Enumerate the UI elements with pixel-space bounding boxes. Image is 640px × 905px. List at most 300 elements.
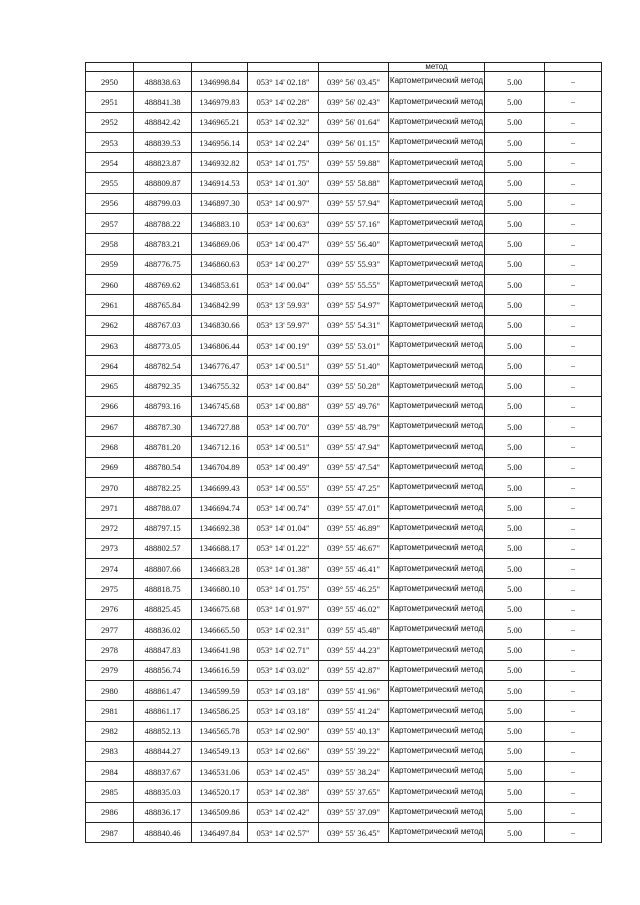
table-row <box>86 376 602 396</box>
cell-accuracy: 5.00 <box>485 356 545 376</box>
table-row <box>86 335 602 355</box>
cell-y: 1346883.10 <box>192 214 248 234</box>
coordinates-table <box>85 62 602 843</box>
cell-y: 1346755.32 <box>192 376 248 396</box>
cell-note <box>545 63 602 72</box>
cell-note: – <box>545 701 602 721</box>
cell-lat: 053° 14' 01.30" <box>248 173 319 193</box>
cell-lat: 053° 14' 00.04" <box>248 274 319 294</box>
cell-lat: 053° 14' 01.75" <box>248 579 319 599</box>
cell-y: 1346565.78 <box>192 721 248 741</box>
cell-y: 1346641.98 <box>192 640 248 660</box>
table-row <box>86 356 602 376</box>
table-row <box>86 254 602 274</box>
cell-x: 488782.25 <box>134 477 192 497</box>
cell-x: 488765.84 <box>134 295 192 315</box>
cell-note: – <box>545 721 602 741</box>
cell-note: – <box>545 782 602 802</box>
cell-lon: 039° 55' 36.45" <box>319 822 389 842</box>
cell-method: Картометрический метод <box>389 620 485 640</box>
cell-x: 488836.02 <box>134 620 192 640</box>
cell-num: 2953 <box>86 132 134 152</box>
cell-note: – <box>545 254 602 274</box>
cell-y: 1346806.44 <box>192 335 248 355</box>
cell-note: – <box>545 640 602 660</box>
cell-accuracy: 5.00 <box>485 335 545 355</box>
cell-num: 2951 <box>86 92 134 112</box>
cell-accuracy: 5.00 <box>485 153 545 173</box>
cell-accuracy: 5.00 <box>485 721 545 741</box>
cell-x: 488861.17 <box>134 701 192 721</box>
cell-x: 488842.42 <box>134 112 192 132</box>
cell-lat <box>248 63 319 72</box>
cell-num: 2973 <box>86 538 134 558</box>
cell-num: 2963 <box>86 335 134 355</box>
cell-lon: 039° 56' 01.15" <box>319 132 389 152</box>
cell-lon: 039° 55' 55.93" <box>319 254 389 274</box>
table-row <box>86 417 602 437</box>
cell-lon: 039° 55' 47.94" <box>319 437 389 457</box>
cell-y: 1346680.10 <box>192 579 248 599</box>
cell-num: 2955 <box>86 173 134 193</box>
table-row <box>86 477 602 497</box>
cell-accuracy: 5.00 <box>485 396 545 416</box>
cell-x: 488787.30 <box>134 417 192 437</box>
cell-note: – <box>545 234 602 254</box>
cell-lat: 053° 14' 01.75" <box>248 153 319 173</box>
cell-x: 488782.54 <box>134 356 192 376</box>
cell-num: 2956 <box>86 193 134 213</box>
cell-method: Картометрический метод <box>389 762 485 782</box>
cell-accuracy: 5.00 <box>485 660 545 680</box>
cell-num: 2967 <box>86 417 134 437</box>
cell-accuracy: 5.00 <box>485 457 545 477</box>
cell-method: Картометрический метод <box>389 193 485 213</box>
cell-method: Картометрический метод <box>389 802 485 822</box>
cell-accuracy: 5.00 <box>485 437 545 457</box>
cell-note: – <box>545 498 602 518</box>
cell-lat: 053° 14' 00.27" <box>248 254 319 274</box>
cell-num: 2984 <box>86 762 134 782</box>
cell-lon: 039° 55' 47.01" <box>319 498 389 518</box>
cell-y: 1346683.28 <box>192 559 248 579</box>
cell-lon: 039° 55' 38.24" <box>319 762 389 782</box>
cell-lat: 053° 14' 02.66" <box>248 741 319 761</box>
cell-lat: 053° 14' 02.38" <box>248 782 319 802</box>
cell-x: 488825.45 <box>134 599 192 619</box>
cell-lat: 053° 14' 00.97" <box>248 193 319 213</box>
table-row <box>86 315 602 335</box>
cell-num: 2965 <box>86 376 134 396</box>
table-row <box>86 72 602 92</box>
cell-method: Картометрический метод <box>389 721 485 741</box>
table-row <box>86 518 602 538</box>
cell-x: 488841.38 <box>134 92 192 112</box>
table-body <box>86 63 602 843</box>
cell-lon: 039° 55' 44.23" <box>319 640 389 660</box>
cell-method: Картометрический метод <box>389 518 485 538</box>
cell-method: Картометрический метод <box>389 822 485 842</box>
cell-y: 1346586.25 <box>192 701 248 721</box>
cell-note: – <box>545 762 602 782</box>
cell-lat: 053° 14' 00.51" <box>248 437 319 457</box>
cell-note: – <box>545 741 602 761</box>
cell-method: Картометрический метод <box>389 132 485 152</box>
table-row <box>86 782 602 802</box>
cell-note: – <box>545 112 602 132</box>
table-row <box>86 680 602 700</box>
cell-lon: 039° 55' 41.24" <box>319 701 389 721</box>
cell-accuracy: 5.00 <box>485 762 545 782</box>
cell-lon: 039° 55' 47.54" <box>319 457 389 477</box>
table-row <box>86 762 602 782</box>
cell-accuracy: 5.00 <box>485 72 545 92</box>
cell-accuracy: 5.00 <box>485 376 545 396</box>
table-row <box>86 396 602 416</box>
cell-lon: 039° 55' 51.40" <box>319 356 389 376</box>
cell-lat: 053° 13' 59.97" <box>248 315 319 335</box>
cell-y: 1346860.63 <box>192 254 248 274</box>
table-row <box>86 153 602 173</box>
cell-note: – <box>545 335 602 355</box>
cell-lat: 053° 14' 01.04" <box>248 518 319 538</box>
cell-method: Картометрический метод <box>389 417 485 437</box>
table-row <box>86 538 602 558</box>
cell-num: 2968 <box>86 437 134 457</box>
cell-accuracy: 5.00 <box>485 822 545 842</box>
table-row <box>86 295 602 315</box>
cell-method: Картометрический метод <box>389 437 485 457</box>
cell-method: Картометрический метод <box>389 701 485 721</box>
cell-method: Картометрический метод <box>389 214 485 234</box>
cell-method: Картометрический метод <box>389 782 485 802</box>
cell-y: 1346520.17 <box>192 782 248 802</box>
cell-x: 488797.15 <box>134 518 192 538</box>
cell-y: 1346694.74 <box>192 498 248 518</box>
table-row <box>86 559 602 579</box>
cell-lon: 039° 55' 37.09" <box>319 802 389 822</box>
cell-lon: 039° 55' 39.22" <box>319 741 389 761</box>
table-row <box>86 274 602 294</box>
cell-lon: 039° 55' 54.31" <box>319 315 389 335</box>
cell-x: 488767.03 <box>134 315 192 335</box>
cell-note: – <box>545 173 602 193</box>
cell-num: 2969 <box>86 457 134 477</box>
cell-y: 1346727.88 <box>192 417 248 437</box>
cell-method: Картометрический метод <box>389 153 485 173</box>
cell-num: 2987 <box>86 822 134 842</box>
table-row <box>86 620 602 640</box>
cell-accuracy: 5.00 <box>485 620 545 640</box>
cell-num: 2954 <box>86 153 134 173</box>
cell-method: Картометрический метод <box>389 559 485 579</box>
cell-lat: 053° 14' 00.55" <box>248 477 319 497</box>
cell-lon: 039° 55' 45.48" <box>319 620 389 640</box>
cell-x: 488788.22 <box>134 214 192 234</box>
cell-lat: 053° 14' 00.88" <box>248 396 319 416</box>
cell-x: 488780.54 <box>134 457 192 477</box>
cell-method: Картометрический метод <box>389 457 485 477</box>
cell-method: метод <box>389 63 485 72</box>
cell-x <box>134 63 192 72</box>
cell-note: – <box>545 356 602 376</box>
cell-method: Картометрический метод <box>389 295 485 315</box>
cell-y: 1346599.59 <box>192 680 248 700</box>
cell-y: 1346897.30 <box>192 193 248 213</box>
cell-lat: 053° 14' 02.71" <box>248 640 319 660</box>
cell-method: Картометрический метод <box>389 92 485 112</box>
cell-accuracy: 5.00 <box>485 680 545 700</box>
table-row <box>86 802 602 822</box>
cell-note: – <box>545 72 602 92</box>
cell-note: – <box>545 92 602 112</box>
cell-y: 1346998.84 <box>192 72 248 92</box>
cell-lat: 053° 14' 00.84" <box>248 376 319 396</box>
cell-method: Картометрический метод <box>389 396 485 416</box>
cell-method: Картометрический метод <box>389 680 485 700</box>
cell-lat: 053° 14' 01.38" <box>248 559 319 579</box>
table-row <box>86 92 602 112</box>
cell-num: 2961 <box>86 295 134 315</box>
cell-x: 488835.03 <box>134 782 192 802</box>
cell-lat: 053° 14' 00.74" <box>248 498 319 518</box>
cell-num: 2957 <box>86 214 134 234</box>
cell-num: 2962 <box>86 315 134 335</box>
cell-method: Картометрический метод <box>389 72 485 92</box>
cell-method: Картометрический метод <box>389 660 485 680</box>
table-row <box>86 822 602 842</box>
cell-num: 2979 <box>86 660 134 680</box>
table-row <box>86 193 602 213</box>
cell-lat: 053° 14' 03.18" <box>248 701 319 721</box>
cell-method: Картометрический метод <box>389 741 485 761</box>
cell-num: 2972 <box>86 518 134 538</box>
cell-y: 1346979.83 <box>192 92 248 112</box>
cell-x: 488792.35 <box>134 376 192 396</box>
cell-lon: 039° 55' 46.67" <box>319 538 389 558</box>
cell-lon: 039° 55' 59.88" <box>319 153 389 173</box>
table-row-continuation <box>86 63 602 72</box>
cell-num: 2952 <box>86 112 134 132</box>
cell-num: 2985 <box>86 782 134 802</box>
cell-accuracy: 5.00 <box>485 214 545 234</box>
cell-note: – <box>545 153 602 173</box>
cell-lon: 039° 55' 57.16" <box>319 214 389 234</box>
cell-note: – <box>545 477 602 497</box>
cell-accuracy: 5.00 <box>485 92 545 112</box>
cell-lon: 039° 56' 01.64" <box>319 112 389 132</box>
cell-method: Картометрический метод <box>389 315 485 335</box>
cell-method: Картометрический метод <box>389 173 485 193</box>
cell-method: Картометрический метод <box>389 579 485 599</box>
cell-lon: 039° 55' 40.13" <box>319 721 389 741</box>
cell-x: 488809.87 <box>134 173 192 193</box>
cell-note: – <box>545 620 602 640</box>
cell-lat: 053° 14' 02.32" <box>248 112 319 132</box>
cell-accuracy: 5.00 <box>485 701 545 721</box>
table-row <box>86 214 602 234</box>
cell-lat: 053° 14' 01.97" <box>248 599 319 619</box>
cell-x: 488861.47 <box>134 680 192 700</box>
cell-lon: 039° 55' 49.76" <box>319 396 389 416</box>
cell-lon: 039° 55' 55.55" <box>319 274 389 294</box>
cell-lon: 039° 55' 46.41" <box>319 559 389 579</box>
cell-num: 2971 <box>86 498 134 518</box>
cell-num: 2966 <box>86 396 134 416</box>
cell-lon: 039° 56' 03.45" <box>319 72 389 92</box>
cell-accuracy: 5.00 <box>485 315 545 335</box>
cell-method: Картометрический метод <box>389 234 485 254</box>
cell-lon: 039° 55' 48.79" <box>319 417 389 437</box>
cell-lat: 053° 14' 03.18" <box>248 680 319 700</box>
table-row <box>86 112 602 132</box>
cell-lat: 053° 14' 00.63" <box>248 214 319 234</box>
cell-lat: 053° 14' 00.19" <box>248 335 319 355</box>
cell-x: 488799.03 <box>134 193 192 213</box>
cell-lat: 053° 14' 02.18" <box>248 72 319 92</box>
cell-accuracy: 5.00 <box>485 782 545 802</box>
cell-note: – <box>545 193 602 213</box>
cell-y: 1346531.06 <box>192 762 248 782</box>
cell-accuracy: 5.00 <box>485 802 545 822</box>
cell-num: 2975 <box>86 579 134 599</box>
cell-y: 1346497.84 <box>192 822 248 842</box>
cell-note: – <box>545 132 602 152</box>
cell-note: – <box>545 376 602 396</box>
cell-y: 1346932.82 <box>192 153 248 173</box>
cell-x: 488793.16 <box>134 396 192 416</box>
cell-accuracy: 5.00 <box>485 498 545 518</box>
cell-x: 488856.74 <box>134 660 192 680</box>
cell-note: – <box>545 274 602 294</box>
cell-num: 2959 <box>86 254 134 274</box>
cell-num: 2976 <box>86 599 134 619</box>
table-row <box>86 721 602 741</box>
cell-y: 1346704.89 <box>192 457 248 477</box>
cell-y: 1346869.06 <box>192 234 248 254</box>
cell-lon: 039° 55' 56.40" <box>319 234 389 254</box>
cell-note: – <box>545 457 602 477</box>
cell-method: Картометрический метод <box>389 254 485 274</box>
cell-num: 2981 <box>86 701 134 721</box>
cell-note: – <box>545 660 602 680</box>
cell-lat: 053° 14' 02.90" <box>248 721 319 741</box>
cell-accuracy: 5.00 <box>485 112 545 132</box>
table-row <box>86 173 602 193</box>
cell-x: 488802.57 <box>134 538 192 558</box>
table-row <box>86 579 602 599</box>
cell-lon: 039° 55' 37.65" <box>319 782 389 802</box>
cell-lat: 053° 13' 59.93" <box>248 295 319 315</box>
cell-lat: 053° 14' 03.02" <box>248 660 319 680</box>
cell-y: 1346842.99 <box>192 295 248 315</box>
cell-lon: 039° 55' 42.87" <box>319 660 389 680</box>
cell-x: 488840.46 <box>134 822 192 842</box>
cell-num: 2986 <box>86 802 134 822</box>
cell-x: 488836.17 <box>134 802 192 822</box>
cell-x: 488837.67 <box>134 762 192 782</box>
cell-y: 1346549.13 <box>192 741 248 761</box>
cell-x: 488781.20 <box>134 437 192 457</box>
cell-note: – <box>545 538 602 558</box>
cell-accuracy: 5.00 <box>485 193 545 213</box>
cell-accuracy: 5.00 <box>485 477 545 497</box>
cell-accuracy: 5.00 <box>485 579 545 599</box>
cell-accuracy: 5.00 <box>485 559 545 579</box>
cell-method: Картометрический метод <box>389 112 485 132</box>
cell-lon <box>319 63 389 72</box>
cell-note: – <box>545 396 602 416</box>
cell-y: 1346699.43 <box>192 477 248 497</box>
cell-num: 2960 <box>86 274 134 294</box>
table-row <box>86 640 602 660</box>
cell-accuracy: 5.00 <box>485 741 545 761</box>
cell-lat: 053° 14' 00.49" <box>248 457 319 477</box>
cell-y: 1346675.68 <box>192 599 248 619</box>
cell-lon: 039° 55' 41.96" <box>319 680 389 700</box>
cell-x: 488773.05 <box>134 335 192 355</box>
cell-lon: 039° 55' 58.88" <box>319 173 389 193</box>
cell-method: Картометрический метод <box>389 376 485 396</box>
cell-accuracy: 5.00 <box>485 417 545 437</box>
cell-accuracy: 5.00 <box>485 274 545 294</box>
cell-x: 488769.62 <box>134 274 192 294</box>
cell-note: – <box>545 214 602 234</box>
table-row <box>86 437 602 457</box>
cell-accuracy: 5.00 <box>485 132 545 152</box>
cell-lon: 039° 55' 46.02" <box>319 599 389 619</box>
cell-accuracy <box>485 63 545 72</box>
cell-accuracy: 5.00 <box>485 234 545 254</box>
cell-x: 488783.21 <box>134 234 192 254</box>
cell-lat: 053° 14' 01.22" <box>248 538 319 558</box>
cell-num: 2980 <box>86 680 134 700</box>
cell-x: 488788.07 <box>134 498 192 518</box>
cell-lat: 053° 14' 00.47" <box>248 234 319 254</box>
cell-x: 488844.27 <box>134 741 192 761</box>
cell-note: – <box>545 599 602 619</box>
cell-lat: 053° 14' 02.57" <box>248 822 319 842</box>
cell-num: 2983 <box>86 741 134 761</box>
cell-x: 488807.66 <box>134 559 192 579</box>
cell-lat: 053° 14' 00.51" <box>248 356 319 376</box>
table-row <box>86 660 602 680</box>
cell-lon: 039° 55' 47.25" <box>319 477 389 497</box>
cell-y: 1346688.17 <box>192 538 248 558</box>
cell-num: 2978 <box>86 640 134 660</box>
cell-method: Картометрический метод <box>389 599 485 619</box>
cell-y: 1346776.47 <box>192 356 248 376</box>
cell-y: 1346830.66 <box>192 315 248 335</box>
cell-y: 1346665.50 <box>192 620 248 640</box>
cell-y: 1346965.21 <box>192 112 248 132</box>
cell-x: 488776.75 <box>134 254 192 274</box>
table-row <box>86 741 602 761</box>
cell-num: 2950 <box>86 72 134 92</box>
cell-num <box>86 63 134 72</box>
cell-x: 488838.63 <box>134 72 192 92</box>
cell-note: – <box>545 295 602 315</box>
cell-lat: 053° 14' 02.45" <box>248 762 319 782</box>
cell-num: 2974 <box>86 559 134 579</box>
cell-method: Картометрический метод <box>389 356 485 376</box>
table-row <box>86 132 602 152</box>
cell-lon: 039° 55' 57.94" <box>319 193 389 213</box>
cell-note: – <box>545 518 602 538</box>
cell-y: 1346692.38 <box>192 518 248 538</box>
cell-method: Картометрический метод <box>389 538 485 558</box>
cell-note: – <box>545 802 602 822</box>
